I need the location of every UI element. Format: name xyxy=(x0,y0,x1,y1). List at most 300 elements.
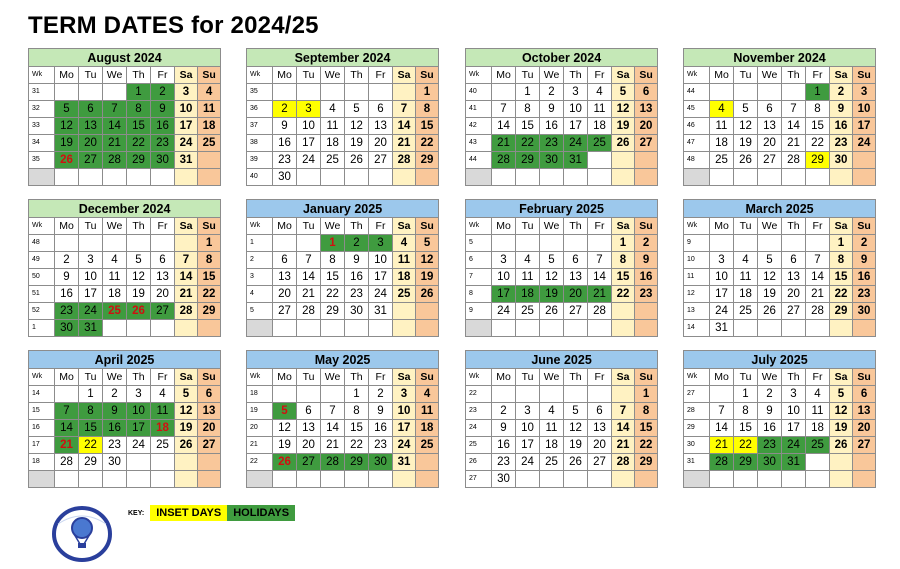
month-title: December 2024 xyxy=(29,200,221,218)
day-cell xyxy=(853,454,876,471)
day-cell: 19 xyxy=(55,135,79,152)
day-cell: 1 xyxy=(345,386,369,403)
day-header: Sa xyxy=(175,369,198,386)
day-cell: 29 xyxy=(806,152,830,169)
day-cell: 31 xyxy=(175,152,198,169)
day-cell: 17 xyxy=(782,420,806,437)
day-cell xyxy=(297,386,321,403)
day-cell: 15 xyxy=(734,420,758,437)
day-cell xyxy=(393,320,416,337)
day-cell xyxy=(612,152,635,169)
day-cell xyxy=(853,152,876,169)
week-number: 5 xyxy=(247,303,273,320)
day-cell: 8 xyxy=(127,101,151,118)
day-cell: 13 xyxy=(564,269,588,286)
day-header: Wk xyxy=(247,369,273,386)
day-cell: 14 xyxy=(710,420,734,437)
day-cell: 22 xyxy=(345,437,369,454)
day-cell: 15 xyxy=(127,118,151,135)
day-header: Th xyxy=(345,218,369,235)
day-cell: 15 xyxy=(416,118,439,135)
day-cell: 19 xyxy=(416,269,439,286)
day-cell: 20 xyxy=(369,135,393,152)
day-cell: 21 xyxy=(782,135,806,152)
day-cell: 2 xyxy=(635,235,658,252)
day-cell: 13 xyxy=(297,420,321,437)
day-cell: 6 xyxy=(564,252,588,269)
day-cell: 27 xyxy=(198,437,221,454)
day-header: Th xyxy=(345,369,369,386)
month-title: June 2025 xyxy=(466,351,658,369)
day-cell: 25 xyxy=(588,135,612,152)
day-cell: 13 xyxy=(853,403,876,420)
day-cell xyxy=(588,320,612,337)
day-cell: 22 xyxy=(635,437,658,454)
day-cell: 5 xyxy=(830,386,853,403)
week-number: 18 xyxy=(29,454,55,471)
day-cell xyxy=(734,84,758,101)
day-cell: 24 xyxy=(369,286,393,303)
day-cell xyxy=(127,320,151,337)
holidays-key: HOLIDAYS xyxy=(227,505,295,521)
day-cell: 27 xyxy=(588,454,612,471)
day-cell xyxy=(710,471,734,488)
day-cell: 23 xyxy=(273,152,297,169)
day-cell: 1 xyxy=(830,235,853,252)
month-title: July 2025 xyxy=(684,351,876,369)
day-cell: 30 xyxy=(369,454,393,471)
day-cell xyxy=(273,320,297,337)
day-cell: 27 xyxy=(758,152,782,169)
day-cell: 10 xyxy=(297,118,321,135)
day-cell: 23 xyxy=(758,437,782,454)
day-cell: 28 xyxy=(175,303,198,320)
day-cell: 6 xyxy=(151,252,175,269)
day-cell: 12 xyxy=(564,420,588,437)
day-cell: 15 xyxy=(321,269,345,286)
day-cell xyxy=(175,235,198,252)
day-cell xyxy=(492,235,516,252)
day-cell: 30 xyxy=(345,303,369,320)
week-number: 32 xyxy=(29,101,55,118)
week-number: 16 xyxy=(29,420,55,437)
day-cell xyxy=(540,320,564,337)
day-cell: 21 xyxy=(806,286,830,303)
week-number: 44 xyxy=(466,152,492,169)
day-cell: 28 xyxy=(612,454,635,471)
day-header: Wk xyxy=(29,369,55,386)
month-calendar xyxy=(246,48,438,186)
day-cell: 20 xyxy=(853,420,876,437)
day-cell: 4 xyxy=(321,101,345,118)
day-cell: 24 xyxy=(516,454,540,471)
day-header: Sa xyxy=(393,369,416,386)
day-cell: 10 xyxy=(79,269,103,286)
day-cell: 26 xyxy=(55,152,79,169)
day-cell: 2 xyxy=(55,252,79,269)
day-header: Sa xyxy=(830,67,853,84)
day-cell: 26 xyxy=(612,135,635,152)
day-cell: 14 xyxy=(588,269,612,286)
day-cell: 20 xyxy=(758,135,782,152)
week-number: 38 xyxy=(247,135,273,152)
day-cell: 13 xyxy=(151,269,175,286)
day-cell xyxy=(758,320,782,337)
day-cell: 6 xyxy=(198,386,221,403)
day-cell xyxy=(151,454,175,471)
day-cell: 28 xyxy=(588,303,612,320)
week-number: 36 xyxy=(247,101,273,118)
day-header: Sa xyxy=(393,218,416,235)
day-cell: 18 xyxy=(416,420,439,437)
day-header: Wk xyxy=(247,218,273,235)
day-cell xyxy=(758,235,782,252)
month-title: January 2025 xyxy=(247,200,439,218)
week-number: 27 xyxy=(684,386,710,403)
day-header: Mo xyxy=(492,369,516,386)
week-number: 23 xyxy=(466,403,492,420)
day-cell: 5 xyxy=(175,386,198,403)
month-title: April 2025 xyxy=(29,351,221,369)
day-cell: 9 xyxy=(369,403,393,420)
day-cell: 14 xyxy=(297,269,321,286)
day-cell: 19 xyxy=(540,286,564,303)
week-number: 20 xyxy=(247,420,273,437)
day-cell xyxy=(297,320,321,337)
day-cell xyxy=(564,471,588,488)
day-cell xyxy=(782,235,806,252)
day-cell xyxy=(79,84,103,101)
day-cell: 2 xyxy=(103,386,127,403)
day-cell: 1 xyxy=(416,84,439,101)
day-cell: 3 xyxy=(492,252,516,269)
day-cell: 7 xyxy=(588,252,612,269)
day-cell: 24 xyxy=(127,437,151,454)
day-cell: 7 xyxy=(175,252,198,269)
day-cell: 1 xyxy=(321,235,345,252)
day-cell: 24 xyxy=(492,303,516,320)
day-cell xyxy=(198,454,221,471)
day-cell xyxy=(151,169,175,186)
day-cell: 5 xyxy=(345,101,369,118)
day-cell: 14 xyxy=(806,269,830,286)
day-cell: 18 xyxy=(393,269,416,286)
week-number: 35 xyxy=(247,84,273,101)
day-cell xyxy=(710,386,734,403)
day-cell xyxy=(393,303,416,320)
week-number: 30 xyxy=(684,437,710,454)
day-cell xyxy=(516,235,540,252)
day-header: Th xyxy=(127,369,151,386)
day-cell: 26 xyxy=(564,454,588,471)
day-cell: 19 xyxy=(345,135,369,152)
day-header: Mo xyxy=(710,67,734,84)
day-cell: 19 xyxy=(734,135,758,152)
day-cell xyxy=(297,84,321,101)
day-cell: 12 xyxy=(175,403,198,420)
week-number: 46 xyxy=(684,118,710,135)
day-cell: 16 xyxy=(540,118,564,135)
day-cell: 9 xyxy=(151,101,175,118)
day-header: Sa xyxy=(175,67,198,84)
day-cell: 31 xyxy=(79,320,103,337)
day-header: Tu xyxy=(297,67,321,84)
day-header: Su xyxy=(635,218,658,235)
day-cell xyxy=(612,471,635,488)
day-cell: 11 xyxy=(588,101,612,118)
day-cell xyxy=(416,169,439,186)
day-cell: 12 xyxy=(55,118,79,135)
day-cell: 14 xyxy=(492,118,516,135)
day-cell: 31 xyxy=(782,454,806,471)
day-cell: 7 xyxy=(492,101,516,118)
day-cell xyxy=(393,84,416,101)
day-cell: 19 xyxy=(564,437,588,454)
week-number: 33 xyxy=(29,118,55,135)
day-cell: 20 xyxy=(297,437,321,454)
day-cell: 20 xyxy=(198,420,221,437)
day-cell: 16 xyxy=(830,118,853,135)
day-cell: 3 xyxy=(369,235,393,252)
day-header: Su xyxy=(416,369,439,386)
day-cell xyxy=(806,471,830,488)
day-cell: 16 xyxy=(853,269,876,286)
day-header: Tu xyxy=(79,218,103,235)
day-header: Th xyxy=(564,218,588,235)
day-cell: 8 xyxy=(734,403,758,420)
day-cell: 8 xyxy=(830,252,853,269)
day-cell: 9 xyxy=(853,252,876,269)
day-cell: 13 xyxy=(588,420,612,437)
day-cell: 23 xyxy=(369,437,393,454)
day-header: Fr xyxy=(151,67,175,84)
week-number xyxy=(466,169,492,186)
day-cell xyxy=(321,386,345,403)
day-cell: 9 xyxy=(273,118,297,135)
week-number: 1 xyxy=(247,235,273,252)
week-number xyxy=(29,471,55,488)
day-cell: 26 xyxy=(416,286,439,303)
day-cell xyxy=(321,471,345,488)
day-cell xyxy=(273,386,297,403)
day-cell: 10 xyxy=(127,403,151,420)
day-cell: 7 xyxy=(393,101,416,118)
day-header: Fr xyxy=(369,67,393,84)
day-cell xyxy=(103,320,127,337)
day-cell: 4 xyxy=(416,386,439,403)
day-cell: 1 xyxy=(612,235,635,252)
day-cell: 19 xyxy=(273,437,297,454)
day-cell xyxy=(416,471,439,488)
day-cell xyxy=(758,169,782,186)
day-cell: 17 xyxy=(853,118,876,135)
day-header: Fr xyxy=(806,369,830,386)
day-cell: 29 xyxy=(79,454,103,471)
day-cell: 18 xyxy=(806,420,830,437)
day-header: Fr xyxy=(369,218,393,235)
week-number: 11 xyxy=(684,269,710,286)
day-cell: 2 xyxy=(830,84,853,101)
day-cell: 16 xyxy=(369,420,393,437)
day-cell: 29 xyxy=(830,303,853,320)
day-cell: 24 xyxy=(710,303,734,320)
day-cell: 3 xyxy=(853,84,876,101)
day-cell: 6 xyxy=(297,403,321,420)
day-cell: 18 xyxy=(710,135,734,152)
day-header: Mo xyxy=(492,218,516,235)
day-cell xyxy=(516,320,540,337)
day-cell: 11 xyxy=(540,420,564,437)
day-cell: 30 xyxy=(151,152,175,169)
day-header: Tu xyxy=(516,218,540,235)
day-header: Tu xyxy=(734,369,758,386)
day-cell: 11 xyxy=(710,118,734,135)
day-header: Fr xyxy=(588,67,612,84)
day-cell xyxy=(55,386,79,403)
week-number: 43 xyxy=(466,135,492,152)
day-cell: 8 xyxy=(635,403,658,420)
day-cell: 3 xyxy=(175,84,198,101)
day-cell: 10 xyxy=(564,101,588,118)
day-header: Su xyxy=(198,67,221,84)
day-cell: 22 xyxy=(416,135,439,152)
day-cell xyxy=(55,84,79,101)
day-cell: 25 xyxy=(540,454,564,471)
week-number: 24 xyxy=(466,420,492,437)
day-cell: 4 xyxy=(710,101,734,118)
day-header: Wk xyxy=(684,218,710,235)
day-cell: 16 xyxy=(151,118,175,135)
day-cell xyxy=(103,235,127,252)
day-cell: 30 xyxy=(103,454,127,471)
day-cell: 9 xyxy=(55,269,79,286)
day-cell: 22 xyxy=(612,286,635,303)
day-cell xyxy=(588,169,612,186)
day-cell: 2 xyxy=(273,101,297,118)
day-cell xyxy=(79,471,103,488)
week-number: 1 xyxy=(29,320,55,337)
day-cell xyxy=(635,471,658,488)
day-cell: 2 xyxy=(151,84,175,101)
day-cell: 30 xyxy=(492,471,516,488)
day-cell: 21 xyxy=(710,437,734,454)
day-header: Fr xyxy=(151,369,175,386)
week-number: 42 xyxy=(466,118,492,135)
day-cell: 24 xyxy=(297,152,321,169)
day-cell: 1 xyxy=(127,84,151,101)
day-cell: 19 xyxy=(758,286,782,303)
day-header: Th xyxy=(564,67,588,84)
day-cell: 19 xyxy=(175,420,198,437)
day-cell xyxy=(297,471,321,488)
day-cell: 9 xyxy=(635,252,658,269)
week-number: 14 xyxy=(29,386,55,403)
week-number: 12 xyxy=(684,286,710,303)
day-cell: 20 xyxy=(151,286,175,303)
day-cell: 21 xyxy=(588,286,612,303)
day-cell xyxy=(55,235,79,252)
week-number: 44 xyxy=(684,84,710,101)
day-cell: 7 xyxy=(806,252,830,269)
day-cell: 27 xyxy=(369,152,393,169)
day-cell xyxy=(127,454,151,471)
day-header: Mo xyxy=(55,369,79,386)
day-cell xyxy=(806,169,830,186)
week-number: 51 xyxy=(29,286,55,303)
day-cell xyxy=(710,84,734,101)
day-cell: 1 xyxy=(79,386,103,403)
day-cell: 13 xyxy=(198,403,221,420)
day-cell xyxy=(127,169,151,186)
day-cell: 20 xyxy=(273,286,297,303)
day-cell xyxy=(734,471,758,488)
day-cell: 30 xyxy=(758,454,782,471)
day-header: Wk xyxy=(29,218,55,235)
day-header: Su xyxy=(635,67,658,84)
day-cell xyxy=(492,320,516,337)
day-cell xyxy=(79,169,103,186)
day-cell: 24 xyxy=(393,437,416,454)
day-cell: 10 xyxy=(782,403,806,420)
day-cell: 4 xyxy=(198,84,221,101)
day-cell: 21 xyxy=(297,286,321,303)
day-header: Mo xyxy=(710,369,734,386)
week-number: 52 xyxy=(29,303,55,320)
day-cell: 7 xyxy=(321,403,345,420)
month-calendar xyxy=(465,199,657,337)
day-cell: 9 xyxy=(492,420,516,437)
day-cell: 10 xyxy=(393,403,416,420)
day-cell: 12 xyxy=(540,269,564,286)
day-cell: 17 xyxy=(175,118,198,135)
day-header: Su xyxy=(635,369,658,386)
page-title: TERM DATES for 2024/25 xyxy=(28,12,319,39)
day-cell: 3 xyxy=(564,84,588,101)
day-cell xyxy=(734,169,758,186)
day-cell: 6 xyxy=(782,252,806,269)
day-header: Mo xyxy=(55,67,79,84)
day-cell: 10 xyxy=(369,252,393,269)
day-cell xyxy=(151,471,175,488)
day-cell xyxy=(830,169,853,186)
day-cell xyxy=(635,320,658,337)
day-header: Sa xyxy=(612,369,635,386)
day-cell: 22 xyxy=(734,437,758,454)
day-cell: 25 xyxy=(710,152,734,169)
day-cell: 11 xyxy=(151,403,175,420)
day-header: Th xyxy=(127,218,151,235)
day-cell: 11 xyxy=(416,403,439,420)
day-cell: 16 xyxy=(635,269,658,286)
day-header: Fr xyxy=(588,369,612,386)
week-number: 41 xyxy=(466,101,492,118)
day-cell: 25 xyxy=(806,437,830,454)
month-title: November 2024 xyxy=(684,49,876,67)
day-cell xyxy=(369,320,393,337)
week-number: 9 xyxy=(466,303,492,320)
day-header: Fr xyxy=(588,218,612,235)
day-cell xyxy=(853,169,876,186)
week-number: 17 xyxy=(29,437,55,454)
day-cell: 29 xyxy=(734,454,758,471)
day-cell: 10 xyxy=(853,101,876,118)
day-cell xyxy=(806,235,830,252)
day-cell: 26 xyxy=(345,152,369,169)
day-cell: 8 xyxy=(612,252,635,269)
month-title: May 2025 xyxy=(247,351,439,369)
day-cell: 23 xyxy=(830,135,853,152)
week-number: 5 xyxy=(466,235,492,252)
